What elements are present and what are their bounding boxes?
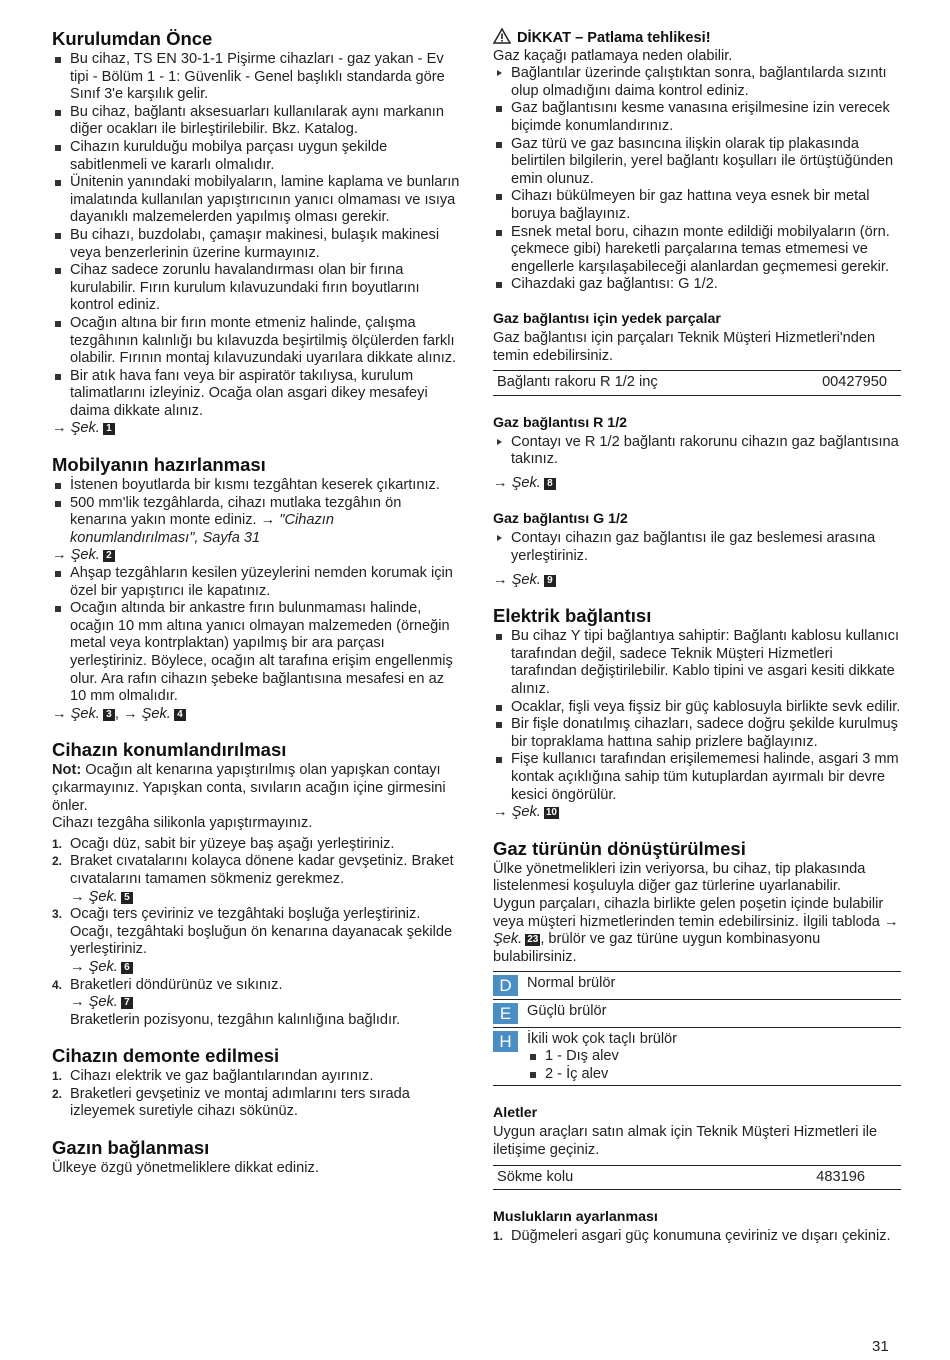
gas-connection-text: Ülkeye özgü yönetmeliklere dikkat ediniz. (52, 1160, 319, 1177)
arrow-right-icon: → (52, 547, 67, 564)
list-item: Gaz türü ve gaz basıncına ilişkin olarak tip plakasında belirtilen bilgilerin, yerel bağlantı koşulları ile örtüştüğünden emin olunuz. (493, 136, 901, 189)
list-item: Ocaklar, fişli veya fişsiz bir güç kablosuyla birlikte sevk edilir. (493, 699, 901, 717)
section-title-removal: Cihazın demonte edilmesi (52, 1045, 280, 1067)
burner-name: Normal brülör (527, 972, 901, 1000)
spare-parts-table (493, 370, 901, 396)
figure-number-badge: 10 (545, 807, 557, 819)
arrow-right-icon: → (493, 804, 508, 821)
tool-name-cell: Sökme kolu (493, 1165, 692, 1190)
action-item: Contayı ve R 1/2 bağlantı rakorunu cihazın gaz bağlantısına takınız. (493, 434, 901, 469)
step-item: 4. Braketleri döndürünüz ve sıkınız. → Şek. 7 Braketlerin pozisyonu, tezgâhın kalınlığına bağlıdır. (52, 976, 401, 1028)
removal-steps (52, 1068, 460, 1121)
subsection-title-g12: Gaz bağlantısı G 1/2 (493, 511, 628, 528)
section-title-gas-conversion: Gaz türünün dönüştürülmesi (493, 837, 746, 859)
arrow-right-icon: → (70, 888, 85, 905)
page-cross-reference-link[interactable]: → "Cihazın konumlandırılması", Sayfa 31 (70, 512, 334, 546)
list-item: Ünitenin yanındaki mobilyaların, lamine kaplama ve bunların imalatında kullanılan yapıştırıcının yanıcı olmaması ve ısıya dayanıklı malzemelerden yapılmış olması gerekir. (52, 174, 460, 227)
page-number: 31 (872, 1338, 889, 1355)
burner-table (493, 971, 901, 1086)
step-item: 1. Cihazı elektrik ve gaz bağlantılarından ayırınız. (52, 1068, 374, 1085)
figure-reference[interactable]: → Şek. 3 , → Şek. 4 (52, 706, 460, 724)
section-title-before-installation: Kurulumdan Önce (52, 28, 213, 49)
figure-reference[interactable]: → Şek. 2 (52, 547, 460, 565)
list-item: Bir atık hava fanı veya bir aspiratör takılıysa, kurulum talimatlarını izleyiniz. Ocağa olan asgari dikey mesafeyi daima dikkate alınız. (52, 368, 460, 421)
gas-conversion-text-1: Ülke yönetmelikleri izin veriyorsa, bu cihaz, tip plakasında listelenmesi koşuluyla diğer gaz türlerine uyarlanabilir. (493, 860, 866, 895)
arrow-right-icon: → (493, 474, 508, 491)
figure-reference[interactable]: → Şek. 23 (493, 913, 899, 948)
table-row (493, 1165, 901, 1190)
list-item: Ocağın altında bir ankastre fırın bulunmaması halinde, ocağın 10 mm altına yanıcı olmayan malzemeden (örneğin metal veya kontrplaktan) yapılmış bir ara parçası yerleştiriniz. Böylece, ocağın alt tarafına erişim engellenmiş olur. Ara rafın cihazın şebeke bağlantısına mesafesi en az 10 mm olmalıdır. (52, 600, 460, 706)
warning-triangle-icon (493, 28, 511, 44)
tool-number-cell: 483196 (692, 1165, 901, 1190)
arrow-right-icon: → (883, 913, 899, 930)
warning-list (493, 100, 901, 294)
tap-adjustment-steps (493, 1228, 901, 1246)
r12-action-list (493, 434, 901, 469)
arrow-right-icon: → (70, 958, 85, 975)
figure-reference[interactable]: → Şek. 7 (70, 994, 133, 1010)
list-item: Cihazın kurulduğu mobilya parçası uygun şekilde sabitlenmeli ve kararlı olmalıdır. (52, 139, 460, 174)
gas-conversion-text-2: Uygun parçaları, cihazla birlikte gelen poşetin içinde bulabilir veya müşteri hizmetlerinden temin edebilirsiniz. İlgili tabloda → Şek. 23 , brülör ve gaz türüne uygun kombinasyonu bulabilirsiniz. (493, 895, 899, 965)
arrow-right-icon: → (122, 705, 138, 722)
action-item: Bağlantılar üzerinde çalıştıktan sonra, bağlantılarda sızıntı olup olmadığını daima kontrol ediniz. (493, 65, 901, 100)
table-row (493, 371, 901, 396)
figure-number-badge: 7 (121, 997, 133, 1009)
figure-reference[interactable]: → Şek. 5 (70, 889, 133, 905)
section-title-electrical: Elektrik bağlantısı (493, 605, 652, 627)
list-item: Bu cihazı, buzdolabı, çamaşır makinesi, bulaşık makinesi veya benzerlerinin üzerine kurmayınız. (52, 227, 460, 262)
list-item: Fişe kullanıcı tarafından erişilememesi halinde, asgari 3 mm kontak açıklığına sahip tüm kutuplardan ayırmalı bir devre kesici öngörülür. (493, 751, 901, 804)
list-item: Esnek metal boru, cihazın monte edildiği mobilyaların (örn. çekmece gibi) hareketli parçalarına temas etmemesi ve engellerle karşılaşabileceği alanlardan geçmemesi gerekir. (493, 224, 901, 277)
subsection-title-tools: Aletler (493, 1105, 538, 1122)
figure-number-badge: 8 (544, 478, 556, 490)
tools-table (493, 1165, 901, 1191)
furniture-preparation-list (52, 477, 460, 547)
step-item: 1. Ocağı düz, sabit bir yüzeye baş aşağı yerleştiriniz. (52, 835, 395, 852)
figure-number-badge: 3 (103, 709, 115, 721)
figure-number-badge: 4 (174, 709, 186, 721)
figure-reference[interactable]: → Şek. 1 (52, 420, 460, 438)
list-item: 1 - Dış alev (527, 1048, 901, 1066)
figure-reference[interactable]: → Şek. 8 (493, 475, 901, 493)
subsection-title-tap-adjustment: Muslukların ayarlanması (493, 1209, 658, 1226)
burner-name: Güçlü brülör (527, 999, 901, 1027)
note-paragraph-2: Cihazı tezgâha silikonla yapıştırmayınız. (52, 815, 313, 832)
arrow-right-icon: → (493, 571, 508, 588)
electrical-list (493, 628, 901, 804)
table-row (493, 972, 901, 1000)
section-title-positioning: Cihazın konumlandırılması (52, 739, 287, 761)
tools-text: Uygun araçları satın almak için Teknik Müşteri Hizmetleri ile iletişime geçiniz. (493, 1124, 878, 1158)
arrow-right-icon: → (52, 705, 67, 722)
figure-number-badge: 6 (121, 962, 133, 974)
g12-action-list (493, 530, 901, 565)
spare-parts-text: Gaz bağlantısı için parçaları Teknik Müşteri Hizmetleri'nden temin edebilirsiniz. (493, 329, 876, 364)
figure-number-badge: 2 (103, 550, 115, 562)
figure-number-badge: 1 (103, 423, 115, 435)
subsection-title-spare-parts: Gaz bağlantısı için yedek parçalar (493, 310, 721, 327)
figure-number-badge: 23 (527, 934, 539, 946)
note-label: Not: (52, 762, 82, 779)
table-row (493, 1027, 901, 1086)
table-row (493, 999, 901, 1027)
list-item: Bu cihaz, bağlantı aksesuarları kullanılarak aynı markanın diğer ocakları ile birleştirilebilir. Bkz. Katalog. (52, 104, 460, 139)
list-item: 500 mm'lik tezgâhlarda, cihazı mutlaka tezgâhın ön kenarına yakın monte ediniz. → "Cihazın konumlandırılması", Sayfa 31 (52, 495, 460, 548)
warning-intro: Gaz kaçağı patlamaya neden olabilir. (493, 47, 733, 64)
burner-letter-badge: H (493, 1031, 518, 1052)
step-item: 2. Braket cıvatalarını kolayca dönene kadar gevşetiniz. Braket cıvatalarını tamamen sökmeniz gerekmez. → Şek. 5 (52, 853, 454, 905)
burner-name: İkili wok çok taçlı brülör (527, 1030, 678, 1047)
positioning-steps (52, 836, 460, 1030)
note-paragraph: Not: Ocağın alt kenarına yapıştırılmış olan yapışkan contayı çıkarmayınız. Yapışkan conta, sıvıların acağın içine girmesini önler. (52, 762, 446, 814)
left-column (52, 28, 460, 1178)
furniture-preparation-list-2 (52, 565, 460, 706)
burner-letter-badge: D (493, 975, 518, 996)
figure-reference[interactable]: → Şek. 6 (70, 959, 133, 975)
subsection-title-r12: Gaz bağlantısı R 1/2 (493, 414, 628, 431)
list-item: Gaz bağlantısını kesme vanasına erişilmesine izin verecek biçimde konumlandırınız. (493, 100, 901, 135)
section-title-furniture-preparation: Mobilyanın hazırlanması (52, 454, 266, 476)
burner-letter-badge: E (493, 1003, 518, 1024)
list-item: Bu cihaz, TS EN 30-1-1 Pişirme cihazları - gaz yakan - Ev tipi - Bölüm 1 - 1: Güvenlik - Genel başlıklı standarda göre Sınıf 3'e karşılık gelir. (52, 51, 460, 104)
list-item: Cihazı bükülmeyen bir gaz hattına veya esnek bir metal boruya bağlayınız. (493, 188, 901, 223)
figure-number-badge: 9 (544, 575, 556, 587)
arrow-right-icon: → (52, 420, 67, 437)
figure-number-badge: 5 (121, 892, 133, 904)
list-item: Ahşap tezgâhların kesilen yüzeylerini nemden korumak için özel bir yapıştırıcı ile kapatınız. (52, 565, 460, 600)
list-item: 2 - İç alev (527, 1066, 901, 1084)
warning-action-list (493, 65, 901, 100)
list-item: Cihazdaki gaz bağlantısı: G 1/2. (493, 276, 901, 294)
burner-flame-list (527, 1048, 901, 1083)
list-item: Bu cihaz Y tipi bağlantıya sahiptir: Bağlantı kablosu kullanıcı tarafından değil, sadece Teknik Müşteri Hizmetleri tarafından değiştirilebilir. Kablo tipini ve asgari kesiti dikkate alınız. (493, 628, 901, 698)
section-title-gas-connection: Gazın bağlanması (52, 1137, 210, 1159)
step-item: 1. Düğmeleri asgari güç konumuna çeviriniz ve dışarı çekiniz. (493, 1228, 891, 1245)
step-item: 2. Braketleri gevşetiniz ve montaj adımlarını ters sırada izleyemek suretiyle cihazı sökünüz. (52, 1085, 410, 1120)
part-number-cell: 00427950 (766, 371, 901, 396)
list-item: İstenen boyutlarda bir kısmı tezgâhtan keserek çıkartınız. (52, 477, 460, 495)
action-item: Contayı cihazın gaz bağlantısı ile gaz beslemesi arasına yerleştiriniz. (493, 530, 901, 565)
list-item: Cihaz sadece zorunlu havalandırması olan bir fırına kurulabilir. Fırın kurulum kılavuzundaki fırın boyutlarını kontrol ediniz. (52, 262, 460, 315)
figure-reference[interactable]: → Şek. 9 (493, 572, 901, 590)
list-item: Bir fişle donatılmış cihazları, sadece doğru şekilde kurulmuş bir topraklama hattına sahip prizlere bağlayınız. (493, 716, 901, 751)
warning-heading: DİKKAT – Patlama tehlikesi! (493, 28, 901, 48)
arrow-right-icon: → (70, 994, 85, 1011)
right-column (493, 28, 901, 1246)
before-installation-list (52, 51, 460, 420)
figure-reference[interactable]: → Şek. 10 (493, 804, 557, 821)
step-item: 3. Ocağı ters çeviriniz ve tezgâhtaki boşluğa yerleştiriniz. Ocağı, tezgâhtaki boşluğun ön kenarına dayanacak şekilde yerleştiriniz. → Şek. 6 (52, 906, 453, 975)
list-item: Ocağın altına bir fırın monte etmeniz halinde, çalışma tezgâhının kalınlığı bu kılavuzda beşirtilmiş ölçülerden farklı olabilir. Fırının montaj kılavuzundaki uyarılara dikkate alınız. (52, 315, 460, 368)
part-name-cell: Bağlantı rakoru R 1/2 inç (493, 371, 766, 396)
